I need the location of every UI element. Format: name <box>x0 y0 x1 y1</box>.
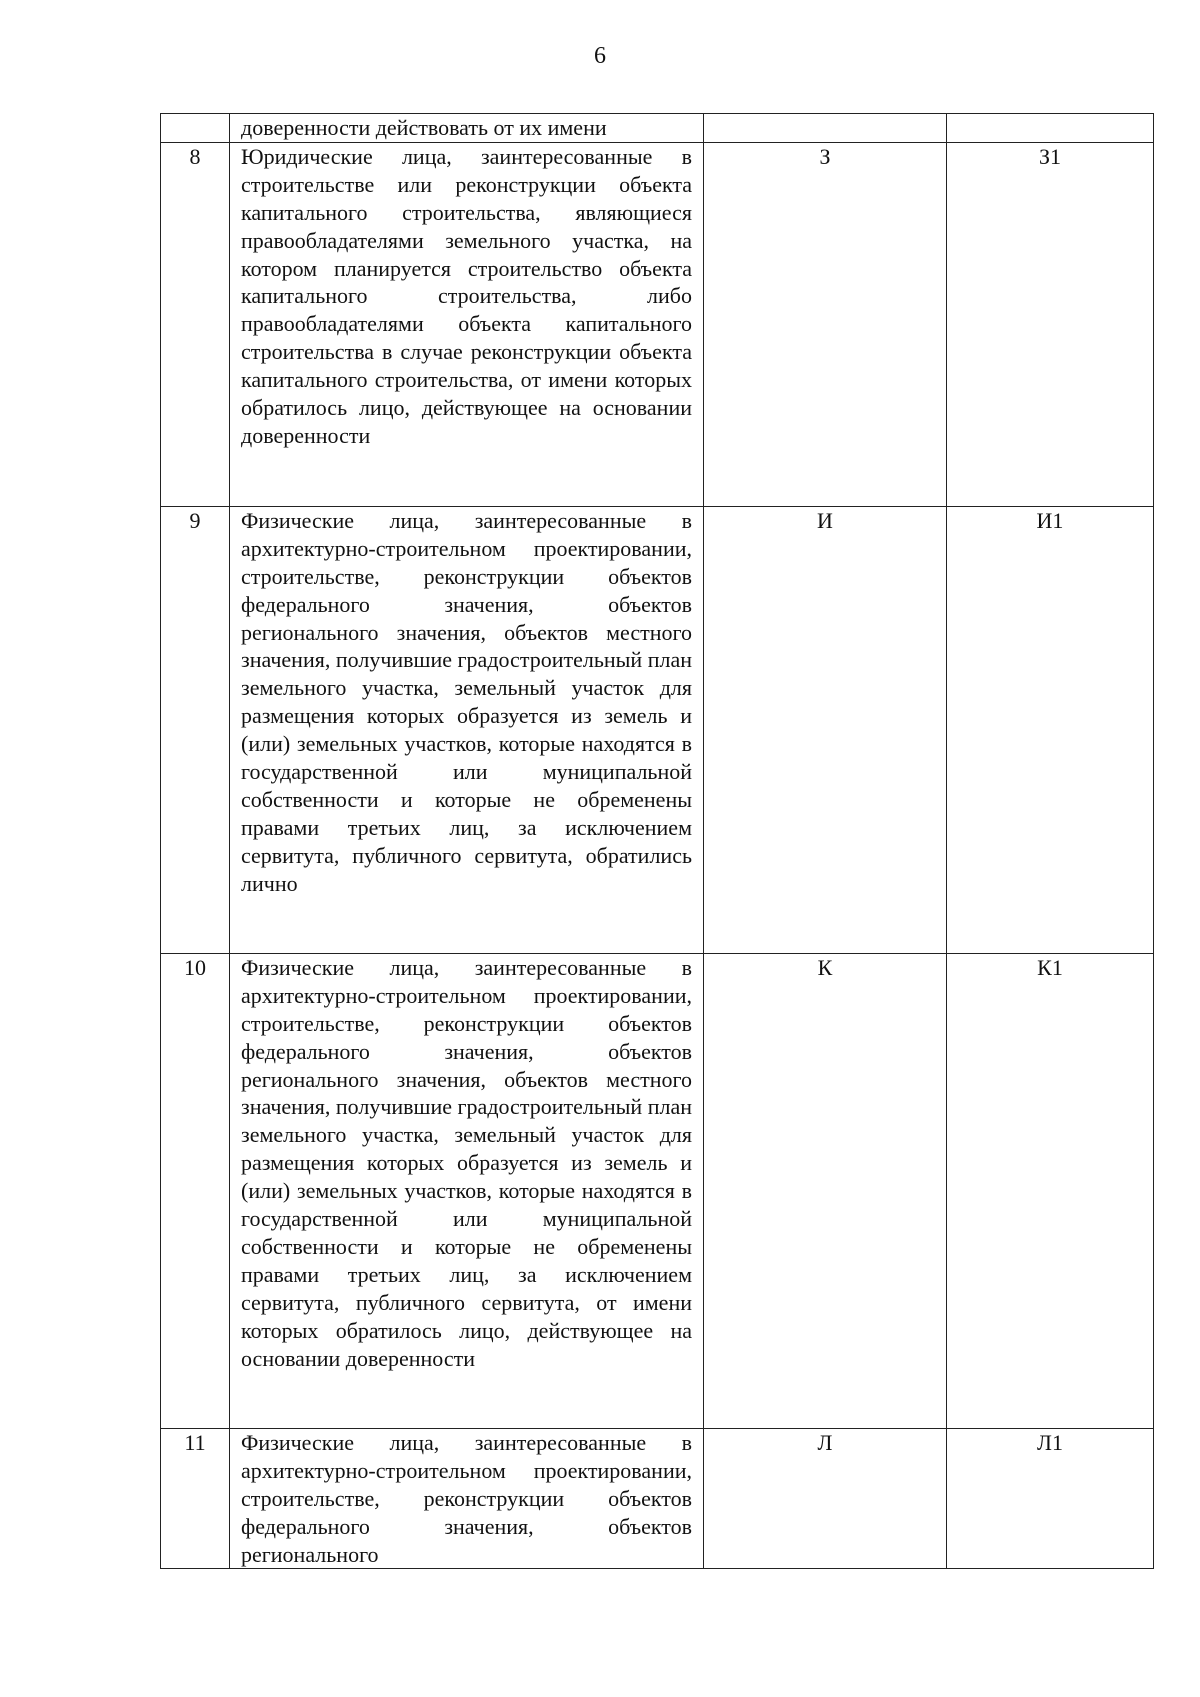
row-number-cell <box>161 114 230 143</box>
row-description-cell: Физические лица, заинтересованные в архитектурно-строительном проектировании, строительстве, реконструкции объектов федерального значения, объектов регионального значения, объектов местного значения, получившие градостроительный план земельного участка, земельный участок для размещения которых образуется из земель и (или) земельных участков, которые находятся в государственной или муниципальной собственности и которые не обременены правами третьих лиц, за исключением сервитута, публичного сервитута, от имени которых обратилось лицо, действующее на основании доверенности <box>230 953 704 1428</box>
page-number: 6 <box>594 43 606 69</box>
table-row <box>161 953 1154 1428</box>
row-code-cell <box>704 114 947 143</box>
row-code-cell: З <box>704 142 947 506</box>
row-description-cell: Юридические лица, заинтересованные в строительстве или реконструкции объекта капитального строительства, являющиеся правообладателями земельного участка, на котором планируется строительство объекта капитального строительства, либо правообладателями объекта капитального строительства в случае реконструкции объекта капитального строительства, от имени которых обратилось лицо, действующее на основании доверенности <box>230 142 704 506</box>
row-subcode-cell: И1 <box>947 506 1154 953</box>
row-description-cell: Физические лица, заинтересованные в архитектурно-строительном проектировании, строительстве, реконструкции объектов федерального значения, объектов регионального значения, объектов местного значения, получившие градостроительный план земельного участка, земельный участок для размещения которых образуется из земель и (или) земельных участков, которые находятся в государственной или муниципальной собственности и которые не обременены правами третьих лиц, за исключением сервитута, публичного сервитута, обратились лично <box>230 506 704 953</box>
row-description-cell: доверенности действовать от их имени <box>230 114 704 143</box>
row-code-cell: И <box>704 506 947 953</box>
table-row <box>161 114 1154 143</box>
row-subcode-cell: Л1 <box>947 1428 1154 1569</box>
row-code-cell: Л <box>704 1428 947 1569</box>
table-row <box>161 1428 1154 1569</box>
row-number-cell: 8 <box>161 142 230 506</box>
row-number-cell: 11 <box>161 1428 230 1569</box>
table-row <box>161 506 1154 953</box>
table-row <box>161 142 1154 506</box>
row-subcode-cell <box>947 114 1154 143</box>
row-number-cell: 10 <box>161 953 230 1428</box>
row-subcode-cell: З1 <box>947 142 1154 506</box>
row-subcode-cell: К1 <box>947 953 1154 1428</box>
applicant-category-table <box>160 113 1154 1569</box>
row-number-cell: 9 <box>161 506 230 953</box>
row-code-cell: К <box>704 953 947 1428</box>
row-description-cell: Физические лица, заинтересованные в архитектурно-строительном проектировании, строительстве, реконструкции объектов федерального значения, объектов регионального <box>230 1428 704 1569</box>
